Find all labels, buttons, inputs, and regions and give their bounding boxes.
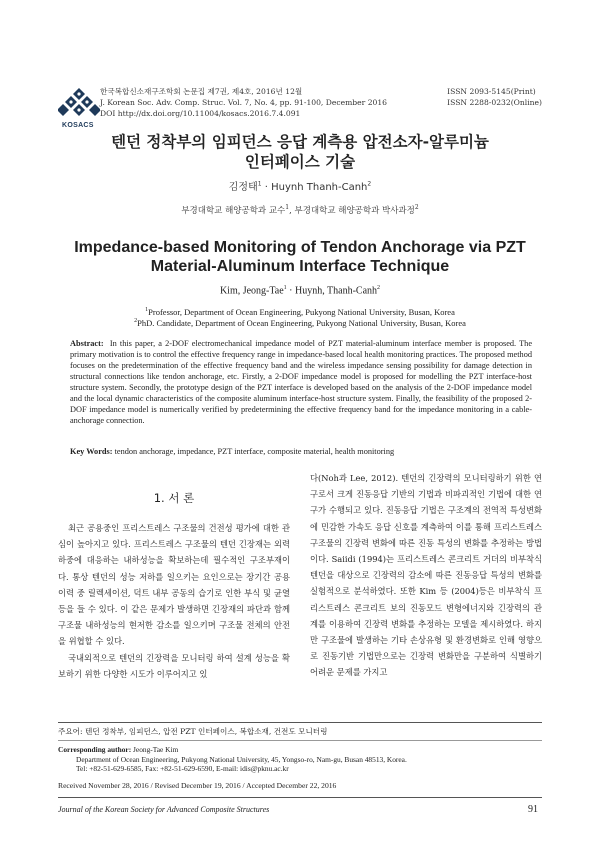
corr-contact: Tel: +82-51-629-6585, Fax: +82-51-629-6590, E-mail: idis@pknu.ac.kr bbox=[76, 764, 289, 774]
affil-ko-2-sup: 2 bbox=[414, 204, 419, 212]
affil-en-1-text: Professor, Department of Ocean Engineering, Pukyong National University, Busan, Korea bbox=[148, 307, 455, 317]
abstract bbox=[70, 338, 532, 426]
issn-print: ISSN 2093-5145(Print) bbox=[447, 87, 536, 96]
title-ko-line-2: 인터페이스 기술 bbox=[244, 153, 356, 171]
paragraph: 국내외적으로 텐던의 긴장력을 모니터링 하여 설계 성능을 확보하기 위한 다양한 시도가 이루어지고 있 bbox=[58, 652, 290, 679]
keywords-ko: 주요어: 텐던 정착부, 임피던스, 압전 PZT 인터페이스, 복합소재, 건전도 모니터링 bbox=[58, 727, 328, 736]
logo-text: KOSACS bbox=[62, 122, 94, 129]
affil-ko-1-sup: 1 bbox=[285, 204, 290, 212]
issn-block bbox=[447, 86, 542, 108]
affiliations-ko bbox=[0, 204, 600, 216]
keywords-text: tendon anchorage, impedance, PZT interface, composite material, health monitoring bbox=[114, 447, 395, 456]
received-dates: Received November 28, 2016 / Revised December 19, 2016 / Accepted December 22, 2016 bbox=[58, 781, 337, 790]
affil-ko-1: 부경대학교 해양공학과 교수 bbox=[181, 206, 286, 216]
title-en-line-2: Material-Aluminum Interface Technique bbox=[150, 258, 450, 275]
body-left-column bbox=[58, 520, 290, 682]
authors-en bbox=[0, 285, 600, 296]
author-ko-1-sup: 1 bbox=[257, 180, 262, 188]
footnote-separator bbox=[58, 722, 542, 723]
corr-address: Department of Ocean Engineering, Pukyong National University, 45, Yongso-ro, Nam-gu, Busan 48513, Korea. bbox=[76, 754, 407, 764]
affil-en-2-text: PhD. Candidate, Department of Ocean Engineering, Pukyong National University, Busan, Korea bbox=[137, 318, 466, 328]
keywords bbox=[70, 446, 532, 457]
title-ko-line-1: 텐던 정착부의 임피던스 응답 계측용 압전소자-알루미늄 bbox=[111, 133, 489, 151]
journal-name-ko: 한국복합신소재구조학회 논문집 제7권, 제4호, 2016년 12월 bbox=[100, 87, 303, 96]
issn-online: ISSN 2288-0232(Online) bbox=[447, 98, 542, 107]
keywords-label: Key Words: bbox=[70, 447, 113, 456]
affiliation-en-1 bbox=[0, 307, 600, 317]
author-separator-en: · bbox=[286, 285, 296, 297]
affil-en-2-sup: 2 bbox=[134, 318, 138, 325]
author-en-1-sup: 1 bbox=[283, 285, 287, 291]
author-en-1: Kim, Jeong-Tae bbox=[219, 285, 284, 297]
title-en-line-1: Impedance-based Monitoring of Tendon Anchorage via PZT bbox=[74, 239, 526, 256]
author-ko-1: 김정태 bbox=[228, 182, 258, 193]
journal-header bbox=[100, 86, 387, 119]
corr-label: Corresponding author: bbox=[58, 745, 132, 754]
author-en-2: Huynh, Thanh-Canh bbox=[295, 285, 378, 297]
author-en-2-sup: 2 bbox=[377, 285, 381, 291]
journal-footer: Journal of the Korean Society for Advanced Composite Structures bbox=[58, 805, 270, 814]
affiliation-en-2 bbox=[0, 318, 600, 328]
abstract-label: Abstract: bbox=[70, 339, 104, 348]
paragraph: 최근 공용중인 프리스트레스 구조물의 건전성 평가에 대한 관심이 높아지고 있다. 프리스트레스 구조물의 텐던 긴장재는 외력하중에 대응하는 내하성능을 확보하는데 필수적인 구조부재이다. 통상 텐던의 성능 저하를 일으키는 요인으로는 장기간 공용 이력 중 릴렉세이션, 덕트 내부 공동의 습기로 인한 부식 및 균열 등을 들 수 있다. 이 같은 문제가 발생하면 긴장재의 파단과 함께 구조물 내하성능의 현저한 감소를 일으키며 구조물 전체의 안전을 위협할 수 있다. bbox=[58, 523, 290, 647]
section-heading: 1. 서 론 bbox=[153, 491, 195, 505]
author-separator: · bbox=[261, 182, 272, 193]
body-right-column bbox=[310, 470, 542, 681]
author-ko-2-sup: 2 bbox=[367, 180, 372, 188]
doi-link[interactable]: DOI http://dx.doi.org/10.11004/kosacs.2016.7.4.091 bbox=[100, 109, 301, 118]
abstract-text: In this paper, a 2-DOF electromechanical impedance model of PZT material-aluminum interface member is proposed. The primary motivation is to control the effective frequency range in impedance-based local health monitoring practices. The proposed method focuses on the predetermination of the effective frequency band and the wireless impedance sensing possibility for damage detection in structural connections like tendon anchorage, etc. Firstly, a 2-DOF impedance model is proposed for modelling the PZT interface-host structure system. Secondly, the prototype design of the PZT interface is developed based on the analysis of the 2-DOF impedance model and the local dynamic characteristics of the composite aluminum interface-host structure system. Finally, the feasibility of the proposed 2-DOF impedance model is numerically verified by predetermining the effective frequency band for the impedance monitoring in a cable-anchorage connection. bbox=[70, 339, 532, 425]
corr-name: Jeong-Tae Kim bbox=[133, 745, 179, 754]
journal-citation: J. Korean Soc. Adv. Comp. Struc. Vol. 7, No. 4, pp. 91-100, December 2016 bbox=[100, 98, 388, 107]
page-number: 91 bbox=[528, 804, 538, 815]
footer-separator bbox=[58, 797, 542, 798]
corresponding-author bbox=[58, 745, 407, 774]
affil-en-1-sup: 1 bbox=[145, 307, 149, 314]
paragraph: 다(Noh과 Lee, 2012). 텐던의 긴장력의 모니터링하기 위한 연구로서 크게 진동응답 기반의 기법과 비파괴적인 기법에 대한 연구가 수행되고 있다. 진동응답 기법은 구조계의 전역적 특성변화에 민감한 가속도 응답 신호를 계측하여 이를 통해 프리스트레스 구조물의 긴장력 변화에 따른 진동 특성의 변화를 추정하는 방법이다. Saiidi (1994)는 프리스트레스 콘크리트 거더의 비부착식 텐던을 대상으로 긴장력의 감소에 따른 진동응답 특성의 변화를 실험적으로 분석하였다. 또한 Kim 등 (2004)등은 비부착식 프리스트레스 콘크리트 보의 진동모드 변형에너지와 긴장력의 관계를 이용하여 긴장력 변화를 추정하는 모델을 제시하였다. 하지만 구조물에 발생하는 기타 손상유형 및 환경변화로 인해 영향으로 진동기반 기법만으로는 긴장력 변화만을 구분하여 식별하기 어려운 문제를 가지고 bbox=[310, 473, 542, 678]
footnote-separator-2 bbox=[58, 740, 542, 741]
author-ko-2: Huynh Thanh-Canh bbox=[271, 182, 368, 193]
authors-ko bbox=[0, 178, 600, 193]
affil-ko-2: , 부경대학교 해양공학과 박사과정 bbox=[289, 206, 415, 216]
